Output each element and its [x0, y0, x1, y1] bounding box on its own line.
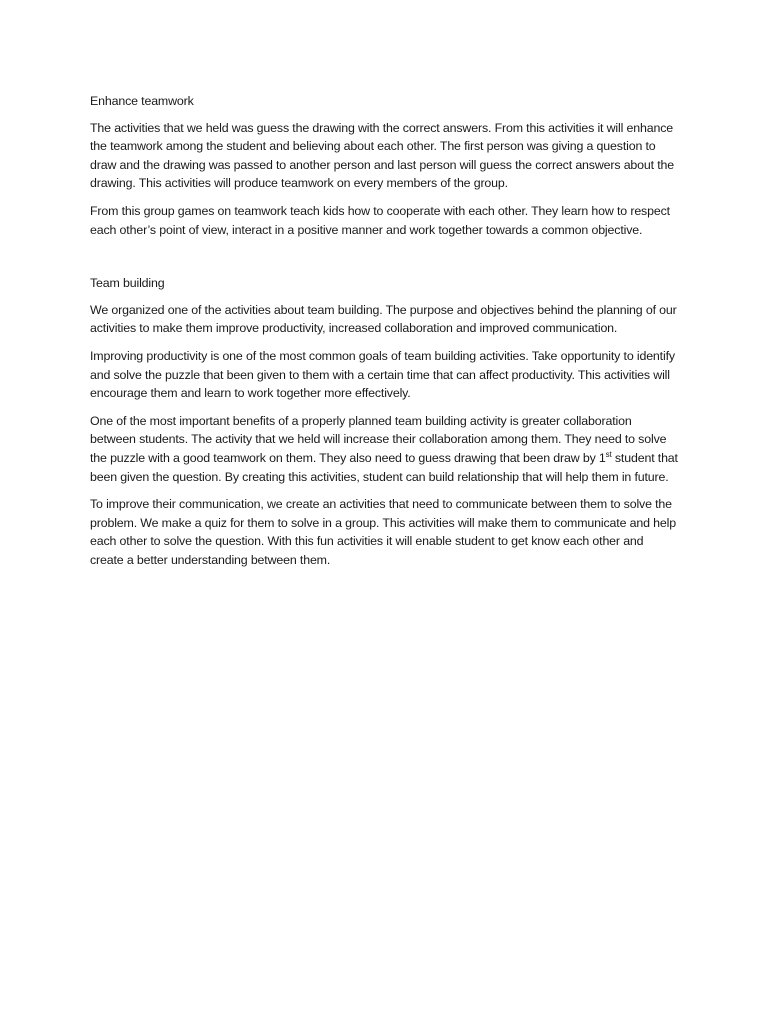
- paragraph: Improving productivity is one of the most common goals of team building activities. Take opportunity to identify and solve the puzzle that been given to them with a certain time that can affect productivity. This activities will encourage them and learn to work together more effectively.: [90, 348, 675, 401]
- paragraph: To improve their communication, we create an activities that need to communicate between them to solve the problem. We make a quiz for them to solve in a group. This activities will make them to communicate and help each other to solve the question. With this fun activities it will enable student to get know each other and create a better understanding between them.: [90, 497, 676, 567]
- paragraph: [90, 412, 680, 486]
- ordinal-suffix: st: [605, 449, 612, 459]
- section-spacer: [90, 248, 680, 274]
- paragraph: We organized one of the activities about team building. The purpose and objectives behind the planning of our activities to make them improve productivity, increased collaboration and improved communication.: [90, 302, 677, 336]
- paragraph: From this group games on teamwork teach kids how to cooperate with each other. They learn how to respect each other’s point of view, interact in a positive manner and work together towards a common objective.: [90, 203, 670, 237]
- paragraph-text: One of the most important benefits of a properly planned team building activity is greater collaboration between students. The activity that we held will increase their collaboration among them. They need to solve the puzzle with a good teamwork on them. They also need to guess drawing that been draw by 1: [90, 413, 667, 465]
- document-body: [90, 92, 680, 578]
- paragraph-text: student that been given the question. By creating this activities, student can build relationship that will help them in future.: [90, 450, 678, 484]
- section-heading-enhance-teamwork: Enhance teamwork: [90, 94, 194, 108]
- section-heading-team-building: Team building: [90, 276, 165, 291]
- paragraph: The activities that we held was guess the drawing with the correct answers. From this activities it will enhance the teamwork among the student and believing about each other. The first person was giving a question to draw and the drawing was passed to another person and last person will guess the correct answers about the drawing. This activities will produce teamwork on every members of the group.: [90, 120, 675, 191]
